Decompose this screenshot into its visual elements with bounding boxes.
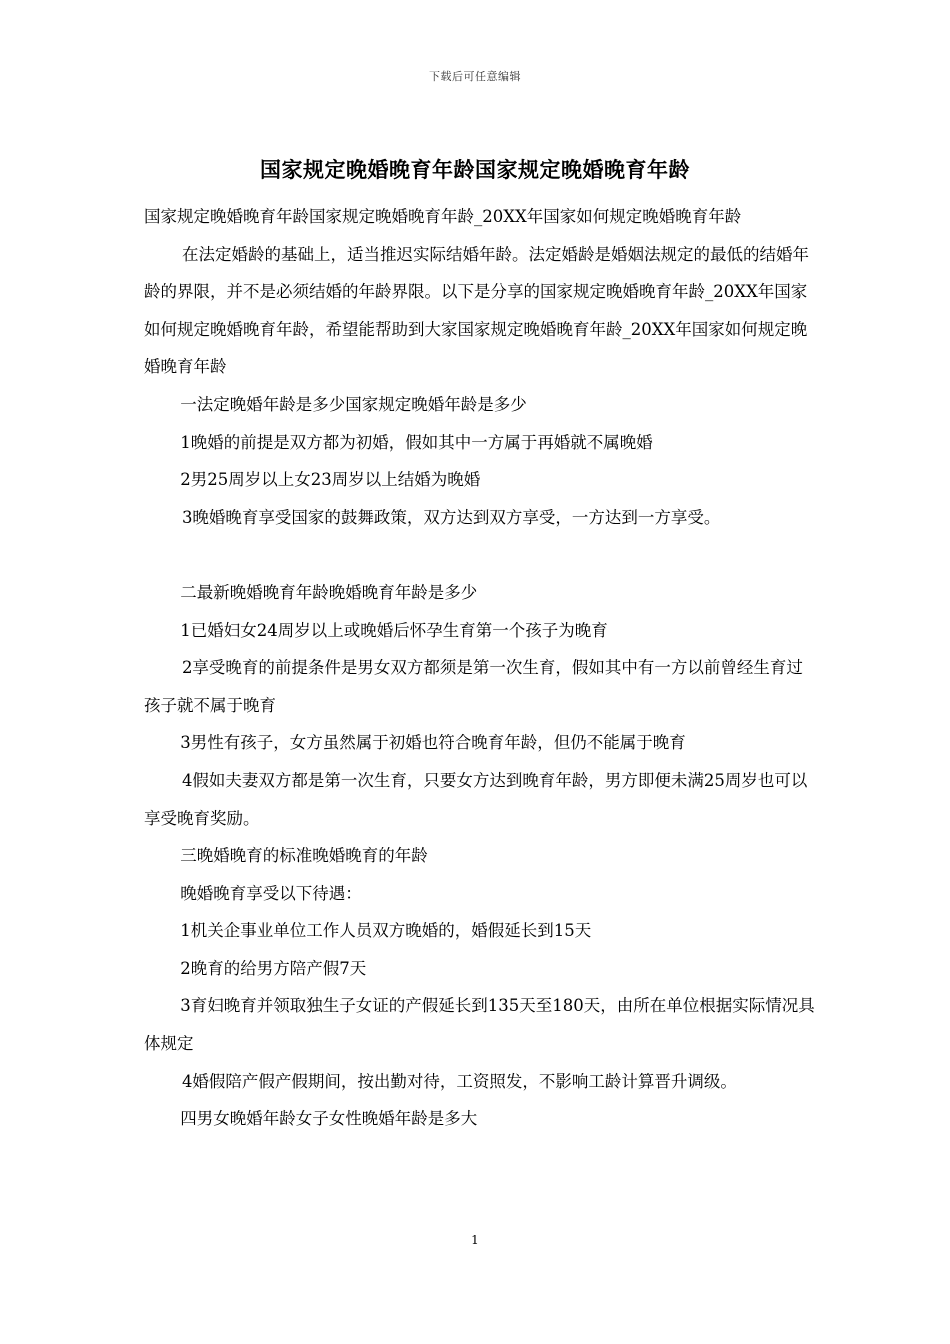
section-heading-3: 三晚婚晚育的标准晚婚晚育的年龄 bbox=[180, 846, 428, 866]
list-item: 1晚婚的前提是双方都为初婚，假如其中一方属于再婚就不属晚婚 bbox=[180, 432, 653, 452]
page-number: 1 bbox=[471, 1233, 479, 1247]
section-heading-1: 一法定晚婚年龄是多少国家规定晚婚年龄是多少 bbox=[180, 394, 527, 414]
document-body bbox=[144, 198, 816, 1138]
section-heading-4: 四男女晚婚年龄女子女性晚婚年龄是多大 bbox=[180, 1109, 478, 1129]
list-item: 2晚育的给男方陪产假7天 bbox=[180, 958, 367, 978]
list-item: 1已婚妇女24周岁以上或晚婚后怀孕生育第一个孩子为晚育 bbox=[180, 620, 608, 640]
list-item: 2男25周岁以上女23周岁以上结婚为晚婚 bbox=[180, 470, 481, 490]
section-heading-2: 二最新晚婚晚育年龄晚婚晚育年龄是多少 bbox=[180, 582, 478, 602]
list-item: 3男性有孩子，女方虽然属于初婚也符合晚育年龄，但仍不能属于晚育 bbox=[180, 733, 686, 753]
document-title: 国家规定晚婚晚育年龄国家规定晚婚晚育年龄 bbox=[260, 158, 690, 182]
list-item: 3育妇晚育并领取独生子女证的产假延长到135天至180天，由所在单位根据实际情况具体规定 bbox=[144, 996, 815, 1054]
blank-line bbox=[144, 536, 816, 574]
subtitle-paragraph: 国家规定晚婚晚育年龄国家规定晚婚晚育年龄_20XX年国家如何规定晚婚晚育年龄 bbox=[144, 207, 742, 226]
page-header: 下载后可任意编辑 bbox=[429, 70, 521, 83]
list-intro: 晚婚晚育享受以下待遇： bbox=[180, 883, 362, 903]
list-item: 4假如夫妻双方都是第一次生育，只要女方达到晚育年龄，男方即便未满25周岁也可以享受晚育奖励。 bbox=[144, 770, 808, 828]
list-item: 3晚婚晚育享受国家的鼓舞政策，双方达到双方享受，一方达到一方享受。 bbox=[181, 507, 721, 527]
list-item: 1机关企事业单位工作人员双方晚婚的，婚假延长到15天 bbox=[180, 921, 592, 941]
list-item: 2享受晚育的前提条件是男女双方都须是第一次生育，假如其中有一方以前曾经生育过孩子就不属于晚育 bbox=[144, 658, 803, 715]
intro-paragraph: 在法定婚龄的基础上，适当推迟实际结婚年龄。法定婚龄是婚姻法规定的最低的结婚年龄的界限，并不是必须结婚的年龄界限。以下是分享的国家规定晚婚晚育年龄_20XX年国家如何规定晚婚晚育年龄，希望能帮助到大家国家规定晚婚晚育年龄_20XX年国家如何规定晚婚晚育年龄 bbox=[144, 244, 809, 377]
list-item: 4婚假陪产假产假期间，按出勤对待，工资照发，不影响工龄计算晋升调级。 bbox=[181, 1071, 737, 1091]
